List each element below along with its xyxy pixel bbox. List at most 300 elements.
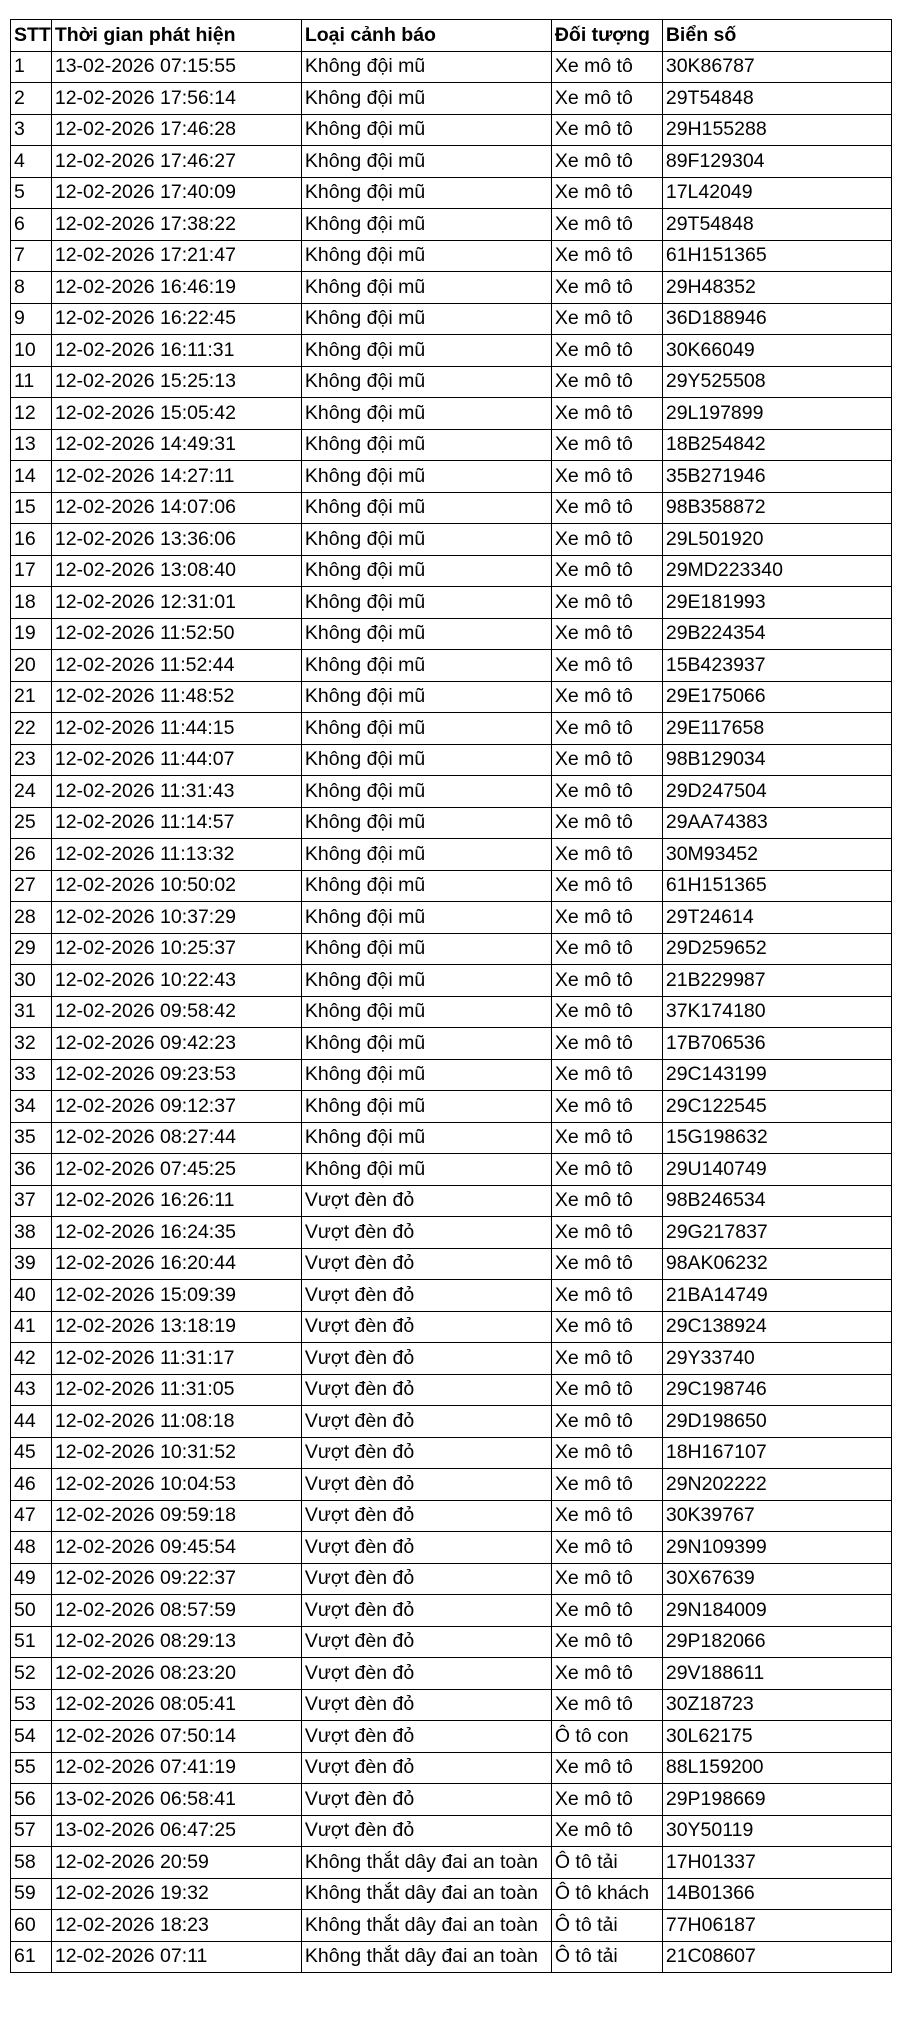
cell-stt: 38 (11, 1217, 52, 1249)
table-row (11, 1721, 892, 1753)
table-row (11, 1248, 892, 1280)
cell-alert-type: Không đội mũ (301, 933, 551, 965)
cell-license-plate: 29D198650 (662, 1406, 891, 1438)
table-body (11, 51, 892, 1973)
cell-alert-type: Vượt đèn đỏ (301, 1406, 551, 1438)
cell-detection-time: 12-02-2026 09:59:18 (51, 1500, 301, 1532)
table-row (11, 1500, 892, 1532)
cell-detection-time: 12-02-2026 14:49:31 (51, 429, 301, 461)
cell-license-plate: 61H151365 (662, 870, 891, 902)
cell-license-plate: 17L42049 (662, 177, 891, 209)
cell-stt: 41 (11, 1311, 52, 1343)
cell-license-plate: 29L501920 (662, 524, 891, 556)
cell-vehicle-type: Xe mô tô (551, 272, 662, 304)
cell-vehicle-type: Xe mô tô (551, 618, 662, 650)
cell-stt: 5 (11, 177, 52, 209)
cell-detection-time: 12-02-2026 15:05:42 (51, 398, 301, 430)
cell-license-plate: 29D247504 (662, 776, 891, 808)
cell-vehicle-type: Xe mô tô (551, 1469, 662, 1501)
cell-stt: 49 (11, 1563, 52, 1595)
cell-alert-type: Không đội mũ (301, 839, 551, 871)
cell-vehicle-type: Xe mô tô (551, 1595, 662, 1627)
cell-alert-type: Không đội mũ (301, 1154, 551, 1186)
header-stt: STT (11, 20, 52, 52)
table-row (11, 1311, 892, 1343)
cell-detection-time: 12-02-2026 11:08:18 (51, 1406, 301, 1438)
cell-license-plate: 30M93452 (662, 839, 891, 871)
table-row (11, 1122, 892, 1154)
cell-alert-type: Vượt đèn đỏ (301, 1815, 551, 1847)
cell-vehicle-type: Xe mô tô (551, 114, 662, 146)
cell-alert-type: Vượt đèn đỏ (301, 1595, 551, 1627)
cell-license-plate: 21BA14749 (662, 1280, 891, 1312)
cell-detection-time: 12-02-2026 16:22:45 (51, 303, 301, 335)
cell-license-plate: 17B706536 (662, 1028, 891, 1060)
cell-detection-time: 12-02-2026 13:08:40 (51, 555, 301, 587)
cell-stt: 20 (11, 650, 52, 682)
cell-detection-time: 12-02-2026 10:31:52 (51, 1437, 301, 1469)
cell-detection-time: 13-02-2026 06:58:41 (51, 1784, 301, 1816)
cell-vehicle-type: Xe mô tô (551, 1248, 662, 1280)
cell-stt: 2 (11, 83, 52, 115)
cell-license-plate: 29B224354 (662, 618, 891, 650)
cell-alert-type: Không đội mũ (301, 366, 551, 398)
cell-stt: 15 (11, 492, 52, 524)
cell-stt: 40 (11, 1280, 52, 1312)
cell-detection-time: 12-02-2026 16:20:44 (51, 1248, 301, 1280)
cell-vehicle-type: Xe mô tô (551, 335, 662, 367)
cell-vehicle-type: Xe mô tô (551, 240, 662, 272)
cell-alert-type: Vượt đèn đỏ (301, 1248, 551, 1280)
cell-stt: 19 (11, 618, 52, 650)
cell-license-plate: 30Z18723 (662, 1689, 891, 1721)
cell-detection-time: 12-02-2026 07:45:25 (51, 1154, 301, 1186)
cell-vehicle-type: Xe mô tô (551, 1154, 662, 1186)
table-row (11, 1280, 892, 1312)
table-row (11, 1689, 892, 1721)
cell-alert-type: Không đội mũ (301, 240, 551, 272)
cell-alert-type: Không đội mũ (301, 1028, 551, 1060)
cell-license-plate: 30Y50119 (662, 1815, 891, 1847)
cell-vehicle-type: Xe mô tô (551, 1563, 662, 1595)
cell-detection-time: 12-02-2026 08:57:59 (51, 1595, 301, 1627)
cell-vehicle-type: Xe mô tô (551, 366, 662, 398)
cell-stt: 32 (11, 1028, 52, 1060)
cell-stt: 42 (11, 1343, 52, 1375)
cell-alert-type: Không đội mũ (301, 681, 551, 713)
cell-vehicle-type: Ô tô con (551, 1721, 662, 1753)
cell-detection-time: 12-02-2026 08:05:41 (51, 1689, 301, 1721)
cell-stt: 18 (11, 587, 52, 619)
cell-license-plate: 29G217837 (662, 1217, 891, 1249)
cell-detection-time: 13-02-2026 07:15:55 (51, 51, 301, 83)
cell-vehicle-type: Xe mô tô (551, 681, 662, 713)
header-row (11, 20, 892, 52)
table-row (11, 870, 892, 902)
table-row (11, 587, 892, 619)
cell-alert-type: Không đội mũ (301, 996, 551, 1028)
cell-stt: 16 (11, 524, 52, 556)
cell-vehicle-type: Xe mô tô (551, 1028, 662, 1060)
cell-alert-type: Không đội mũ (301, 1091, 551, 1123)
cell-detection-time: 12-02-2026 07:11 (51, 1941, 301, 1973)
cell-stt: 61 (11, 1941, 52, 1973)
cell-stt: 28 (11, 902, 52, 934)
cell-license-plate: 61H151365 (662, 240, 891, 272)
table-row (11, 807, 892, 839)
cell-license-plate: 89F129304 (662, 146, 891, 178)
cell-detection-time: 12-02-2026 11:31:43 (51, 776, 301, 808)
cell-license-plate: 14B01366 (662, 1878, 891, 1910)
cell-alert-type: Vượt đèn đỏ (301, 1374, 551, 1406)
header-vehicle-type: Đối tượng (551, 20, 662, 52)
cell-alert-type: Không đội mũ (301, 1059, 551, 1091)
cell-detection-time: 12-02-2026 11:13:32 (51, 839, 301, 871)
cell-vehicle-type: Xe mô tô (551, 839, 662, 871)
cell-stt: 25 (11, 807, 52, 839)
cell-license-plate: 29C143199 (662, 1059, 891, 1091)
cell-alert-type: Không đội mũ (301, 524, 551, 556)
cell-alert-type: Không đội mũ (301, 902, 551, 934)
cell-alert-type: Không đội mũ (301, 209, 551, 241)
cell-stt: 31 (11, 996, 52, 1028)
cell-alert-type: Vượt đèn đỏ (301, 1532, 551, 1564)
cell-stt: 57 (11, 1815, 52, 1847)
cell-license-plate: 29E117658 (662, 713, 891, 745)
cell-detection-time: 12-02-2026 08:23:20 (51, 1658, 301, 1690)
cell-detection-time: 12-02-2026 17:46:28 (51, 114, 301, 146)
cell-detection-time: 12-02-2026 11:44:15 (51, 713, 301, 745)
cell-stt: 7 (11, 240, 52, 272)
table-row (11, 272, 892, 304)
table-row (11, 618, 892, 650)
table-row (11, 1374, 892, 1406)
cell-license-plate: 29V188611 (662, 1658, 891, 1690)
cell-stt: 52 (11, 1658, 52, 1690)
cell-vehicle-type: Xe mô tô (551, 587, 662, 619)
cell-license-plate: 29N109399 (662, 1532, 891, 1564)
cell-vehicle-type: Xe mô tô (551, 1122, 662, 1154)
cell-license-plate: 29Y33740 (662, 1343, 891, 1375)
cell-detection-time: 12-02-2026 10:22:43 (51, 965, 301, 997)
cell-vehicle-type: Xe mô tô (551, 1280, 662, 1312)
cell-vehicle-type: Xe mô tô (551, 1374, 662, 1406)
cell-vehicle-type: Xe mô tô (551, 1815, 662, 1847)
cell-detection-time: 12-02-2026 18:23 (51, 1910, 301, 1942)
cell-vehicle-type: Xe mô tô (551, 429, 662, 461)
cell-license-plate: 77H06187 (662, 1910, 891, 1942)
cell-stt: 59 (11, 1878, 52, 1910)
cell-stt: 33 (11, 1059, 52, 1091)
cell-stt: 13 (11, 429, 52, 461)
table-row (11, 209, 892, 241)
cell-detection-time: 12-02-2026 13:36:06 (51, 524, 301, 556)
cell-stt: 58 (11, 1847, 52, 1879)
cell-detection-time: 12-02-2026 11:52:50 (51, 618, 301, 650)
cell-detection-time: 12-02-2026 11:14:57 (51, 807, 301, 839)
cell-detection-time: 12-02-2026 11:48:52 (51, 681, 301, 713)
table-row (11, 461, 892, 493)
cell-vehicle-type: Ô tô khách (551, 1878, 662, 1910)
table-row (11, 1847, 892, 1879)
table-row (11, 996, 892, 1028)
cell-license-plate: 30X67639 (662, 1563, 891, 1595)
cell-vehicle-type: Xe mô tô (551, 807, 662, 839)
cell-alert-type: Vượt đèn đỏ (301, 1689, 551, 1721)
cell-alert-type: Không đội mũ (301, 429, 551, 461)
cell-alert-type: Vượt đèn đỏ (301, 1437, 551, 1469)
cell-alert-type: Vượt đèn đỏ (301, 1500, 551, 1532)
cell-stt: 11 (11, 366, 52, 398)
cell-alert-type: Không đội mũ (301, 1122, 551, 1154)
cell-alert-type: Vượt đèn đỏ (301, 1721, 551, 1753)
cell-detection-time: 12-02-2026 09:23:53 (51, 1059, 301, 1091)
cell-stt: 23 (11, 744, 52, 776)
cell-detection-time: 12-02-2026 11:44:07 (51, 744, 301, 776)
cell-license-plate: 98B246534 (662, 1185, 891, 1217)
table-row (11, 965, 892, 997)
cell-license-plate: 29T54848 (662, 209, 891, 241)
cell-alert-type: Không đội mũ (301, 114, 551, 146)
cell-detection-time: 12-02-2026 07:50:14 (51, 1721, 301, 1753)
cell-detection-time: 12-02-2026 11:52:44 (51, 650, 301, 682)
cell-stt: 50 (11, 1595, 52, 1627)
table-row (11, 83, 892, 115)
cell-alert-type: Vượt đèn đỏ (301, 1626, 551, 1658)
cell-stt: 37 (11, 1185, 52, 1217)
table-row (11, 398, 892, 430)
cell-stt: 14 (11, 461, 52, 493)
cell-alert-type: Vượt đèn đỏ (301, 1563, 551, 1595)
cell-vehicle-type: Xe mô tô (551, 51, 662, 83)
cell-detection-time: 12-02-2026 16:24:35 (51, 1217, 301, 1249)
cell-stt: 54 (11, 1721, 52, 1753)
cell-alert-type: Không đội mũ (301, 398, 551, 430)
cell-alert-type: Không đội mũ (301, 51, 551, 83)
cell-vehicle-type: Xe mô tô (551, 398, 662, 430)
cell-vehicle-type: Xe mô tô (551, 933, 662, 965)
cell-license-plate: 29C138924 (662, 1311, 891, 1343)
cell-stt: 36 (11, 1154, 52, 1186)
cell-stt: 21 (11, 681, 52, 713)
cell-stt: 12 (11, 398, 52, 430)
cell-alert-type: Vượt đèn đỏ (301, 1185, 551, 1217)
cell-license-plate: 30K66049 (662, 335, 891, 367)
cell-license-plate: 21B229987 (662, 965, 891, 997)
cell-alert-type: Vượt đèn đỏ (301, 1343, 551, 1375)
table-row (11, 1091, 892, 1123)
table-row (11, 146, 892, 178)
table-row (11, 744, 892, 776)
table-row (11, 650, 892, 682)
table-row (11, 555, 892, 587)
cell-detection-time: 12-02-2026 10:25:37 (51, 933, 301, 965)
cell-vehicle-type: Xe mô tô (551, 209, 662, 241)
table-row (11, 1595, 892, 1627)
cell-alert-type: Vượt đèn đỏ (301, 1469, 551, 1501)
cell-stt: 26 (11, 839, 52, 871)
cell-vehicle-type: Xe mô tô (551, 1626, 662, 1658)
cell-alert-type: Vượt đèn đỏ (301, 1658, 551, 1690)
cell-alert-type: Không đội mũ (301, 272, 551, 304)
cell-license-plate: 29C198746 (662, 1374, 891, 1406)
cell-vehicle-type: Xe mô tô (551, 1689, 662, 1721)
cell-detection-time: 12-02-2026 09:42:23 (51, 1028, 301, 1060)
cell-vehicle-type: Xe mô tô (551, 83, 662, 115)
cell-stt: 4 (11, 146, 52, 178)
cell-detection-time: 12-02-2026 09:45:54 (51, 1532, 301, 1564)
cell-stt: 60 (11, 1910, 52, 1942)
cell-alert-type: Không đội mũ (301, 146, 551, 178)
cell-stt: 39 (11, 1248, 52, 1280)
cell-license-plate: 29E181993 (662, 587, 891, 619)
table-row (11, 933, 892, 965)
cell-license-plate: 36D188946 (662, 303, 891, 335)
table-row (11, 1028, 892, 1060)
table-row (11, 429, 892, 461)
cell-stt: 30 (11, 965, 52, 997)
cell-alert-type: Không đội mũ (301, 492, 551, 524)
cell-vehicle-type: Xe mô tô (551, 1406, 662, 1438)
cell-license-plate: 29T54848 (662, 83, 891, 115)
cell-detection-time: 12-02-2026 10:50:02 (51, 870, 301, 902)
cell-vehicle-type: Xe mô tô (551, 1658, 662, 1690)
cell-detection-time: 12-02-2026 20:59 (51, 1847, 301, 1879)
cell-alert-type: Không thắt dây đai an toàn (301, 1910, 551, 1942)
cell-alert-type: Không thắt dây đai an toàn (301, 1878, 551, 1910)
cell-stt: 1 (11, 51, 52, 83)
table-row (11, 51, 892, 83)
table-row (11, 839, 892, 871)
table-row (11, 1626, 892, 1658)
cell-alert-type: Không đội mũ (301, 555, 551, 587)
cell-alert-type: Không đội mũ (301, 965, 551, 997)
cell-license-plate: 29T24614 (662, 902, 891, 934)
cell-stt: 44 (11, 1406, 52, 1438)
cell-detection-time: 12-02-2026 17:40:09 (51, 177, 301, 209)
table-row (11, 303, 892, 335)
cell-detection-time: 12-02-2026 17:21:47 (51, 240, 301, 272)
cell-license-plate: 30K86787 (662, 51, 891, 83)
table-row (11, 1059, 892, 1091)
table-row (11, 1752, 892, 1784)
cell-license-plate: 29P182066 (662, 1626, 891, 1658)
cell-alert-type: Không đội mũ (301, 744, 551, 776)
cell-detection-time: 12-02-2026 14:07:06 (51, 492, 301, 524)
cell-vehicle-type: Xe mô tô (551, 303, 662, 335)
cell-vehicle-type: Xe mô tô (551, 996, 662, 1028)
table-row (11, 366, 892, 398)
cell-detection-time: 13-02-2026 06:47:25 (51, 1815, 301, 1847)
cell-license-plate: 29AA74383 (662, 807, 891, 839)
cell-detection-time: 12-02-2026 09:22:37 (51, 1563, 301, 1595)
cell-vehicle-type: Xe mô tô (551, 146, 662, 178)
cell-vehicle-type: Xe mô tô (551, 902, 662, 934)
cell-vehicle-type: Xe mô tô (551, 650, 662, 682)
cell-stt: 53 (11, 1689, 52, 1721)
cell-vehicle-type: Ô tô tải (551, 1941, 662, 1973)
cell-stt: 56 (11, 1784, 52, 1816)
cell-license-plate: 29U140749 (662, 1154, 891, 1186)
cell-license-plate: 29N202222 (662, 1469, 891, 1501)
cell-detection-time: 12-02-2026 17:38:22 (51, 209, 301, 241)
cell-stt: 47 (11, 1500, 52, 1532)
cell-alert-type: Không đội mũ (301, 650, 551, 682)
cell-alert-type: Không thắt dây đai an toàn (301, 1847, 551, 1879)
table-row (11, 1941, 892, 1973)
cell-stt: 48 (11, 1532, 52, 1564)
cell-alert-type: Vượt đèn đỏ (301, 1280, 551, 1312)
cell-vehicle-type: Xe mô tô (551, 1059, 662, 1091)
table-row (11, 177, 892, 209)
cell-detection-time: 12-02-2026 16:11:31 (51, 335, 301, 367)
cell-stt: 24 (11, 776, 52, 808)
cell-stt: 22 (11, 713, 52, 745)
cell-alert-type: Không đội mũ (301, 587, 551, 619)
cell-alert-type: Vượt đèn đỏ (301, 1784, 551, 1816)
cell-vehicle-type: Xe mô tô (551, 1500, 662, 1532)
cell-license-plate: 15B423937 (662, 650, 891, 682)
cell-alert-type: Vượt đèn đỏ (301, 1752, 551, 1784)
cell-stt: 3 (11, 114, 52, 146)
cell-vehicle-type: Xe mô tô (551, 1784, 662, 1816)
cell-license-plate: 29D259652 (662, 933, 891, 965)
cell-vehicle-type: Xe mô tô (551, 870, 662, 902)
table-row (11, 1910, 892, 1942)
violations-table (10, 19, 892, 1973)
cell-detection-time: 12-02-2026 15:09:39 (51, 1280, 301, 1312)
cell-alert-type: Không đội mũ (301, 303, 551, 335)
table-row (11, 1815, 892, 1847)
table-row (11, 335, 892, 367)
table-row (11, 1878, 892, 1910)
cell-detection-time: 12-02-2026 17:46:27 (51, 146, 301, 178)
cell-license-plate: 29E175066 (662, 681, 891, 713)
cell-stt: 45 (11, 1437, 52, 1469)
table-row (11, 1784, 892, 1816)
cell-detection-time: 12-02-2026 14:27:11 (51, 461, 301, 493)
table-row (11, 1437, 892, 1469)
cell-vehicle-type: Xe mô tô (551, 1091, 662, 1123)
cell-detection-time: 12-02-2026 17:56:14 (51, 83, 301, 115)
table-row (11, 114, 892, 146)
cell-detection-time: 12-02-2026 13:18:19 (51, 1311, 301, 1343)
table-row (11, 240, 892, 272)
cell-stt: 55 (11, 1752, 52, 1784)
cell-alert-type: Vượt đèn đỏ (301, 1311, 551, 1343)
header-detection-time: Thời gian phát hiện (51, 20, 301, 52)
cell-license-plate: 29H48352 (662, 272, 891, 304)
cell-license-plate: 15G198632 (662, 1122, 891, 1154)
cell-alert-type: Không đội mũ (301, 870, 551, 902)
cell-vehicle-type: Xe mô tô (551, 524, 662, 556)
cell-alert-type: Không đội mũ (301, 83, 551, 115)
table-row (11, 776, 892, 808)
cell-alert-type: Không đội mũ (301, 335, 551, 367)
table-row (11, 1469, 892, 1501)
cell-vehicle-type: Xe mô tô (551, 713, 662, 745)
cell-license-plate: 30L62175 (662, 1721, 891, 1753)
table-row (11, 902, 892, 934)
cell-license-plate: 35B271946 (662, 461, 891, 493)
table-row (11, 713, 892, 745)
cell-stt: 27 (11, 870, 52, 902)
table-row (11, 1563, 892, 1595)
table-row (11, 1343, 892, 1375)
cell-license-plate: 29P198669 (662, 1784, 891, 1816)
cell-alert-type: Không đội mũ (301, 177, 551, 209)
cell-license-plate: 98AK06232 (662, 1248, 891, 1280)
